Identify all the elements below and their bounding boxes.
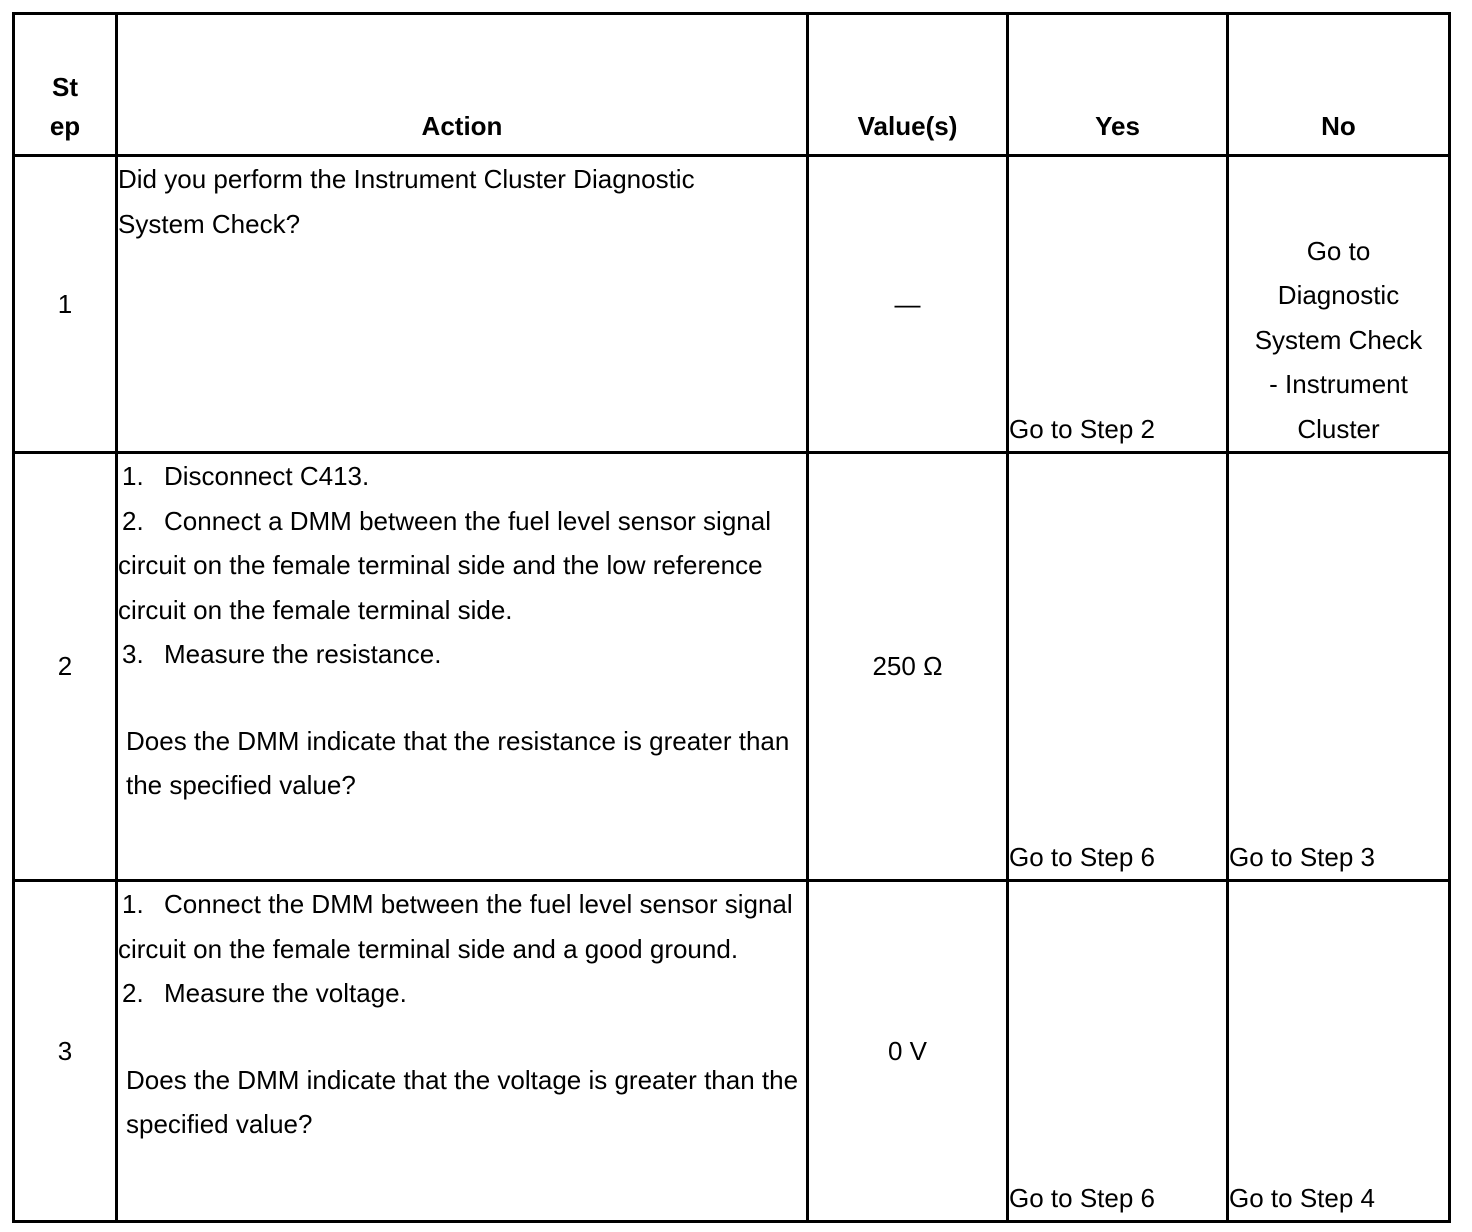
no-cell: Go to Step 3	[1228, 453, 1450, 881]
no-cell: Go to Step 4	[1228, 881, 1450, 1222]
yes-cell: Go to Step 2	[1008, 156, 1228, 453]
action-text	[117, 453, 808, 881]
step-number: 2	[14, 453, 117, 881]
yes-cell: Go to Step 6	[1008, 453, 1228, 881]
value-cell: 0 V	[808, 881, 1008, 1222]
action-question: Does the DMM indicate that the voltage is greater than the specified value?	[126, 1064, 799, 1139]
table-row	[14, 156, 1450, 453]
spacer	[118, 1016, 806, 1058]
spacer	[118, 677, 806, 719]
header-yes: Yes	[1008, 14, 1228, 156]
step-number: 1	[14, 156, 117, 453]
value-cell: —	[808, 156, 1008, 453]
header-values: Value(s)	[808, 14, 1008, 156]
no-cell: Go to Diagnostic System Check - Instrument Cluster	[1228, 156, 1450, 453]
action-text	[117, 156, 808, 453]
yes-cell: Go to Step 6	[1008, 881, 1228, 1222]
action-step: 2. Connect a DMM between the fuel level sensor signal circuit on the female terminal side and the low reference circuit on the female terminal side.	[118, 505, 779, 625]
action-step: 1. Connect the DMM between the fuel level sensor signal circuit on the female terminal side and a good ground.	[118, 889, 800, 964]
action-step: 3. Measure the resistance.	[122, 639, 442, 669]
value-cell: 250 Ω	[808, 453, 1008, 881]
diagnostic-table	[12, 12, 1451, 1223]
action-step: 2. Measure the voltage.	[122, 978, 407, 1008]
action-question: Did you perform the Instrument Cluster Diagnostic System Check?	[118, 164, 702, 239]
table-row	[14, 881, 1450, 1222]
action-step: 1. Disconnect C413.	[122, 461, 370, 491]
action-question: Does the DMM indicate that the resistance is greater than the specified value?	[126, 725, 790, 800]
header-step: St ep	[14, 14, 117, 156]
table-row	[14, 453, 1450, 881]
step-number: 3	[14, 881, 117, 1222]
header-row	[14, 14, 1450, 156]
header-action: Action	[117, 14, 808, 156]
action-text	[117, 881, 808, 1222]
header-no: No	[1228, 14, 1450, 156]
